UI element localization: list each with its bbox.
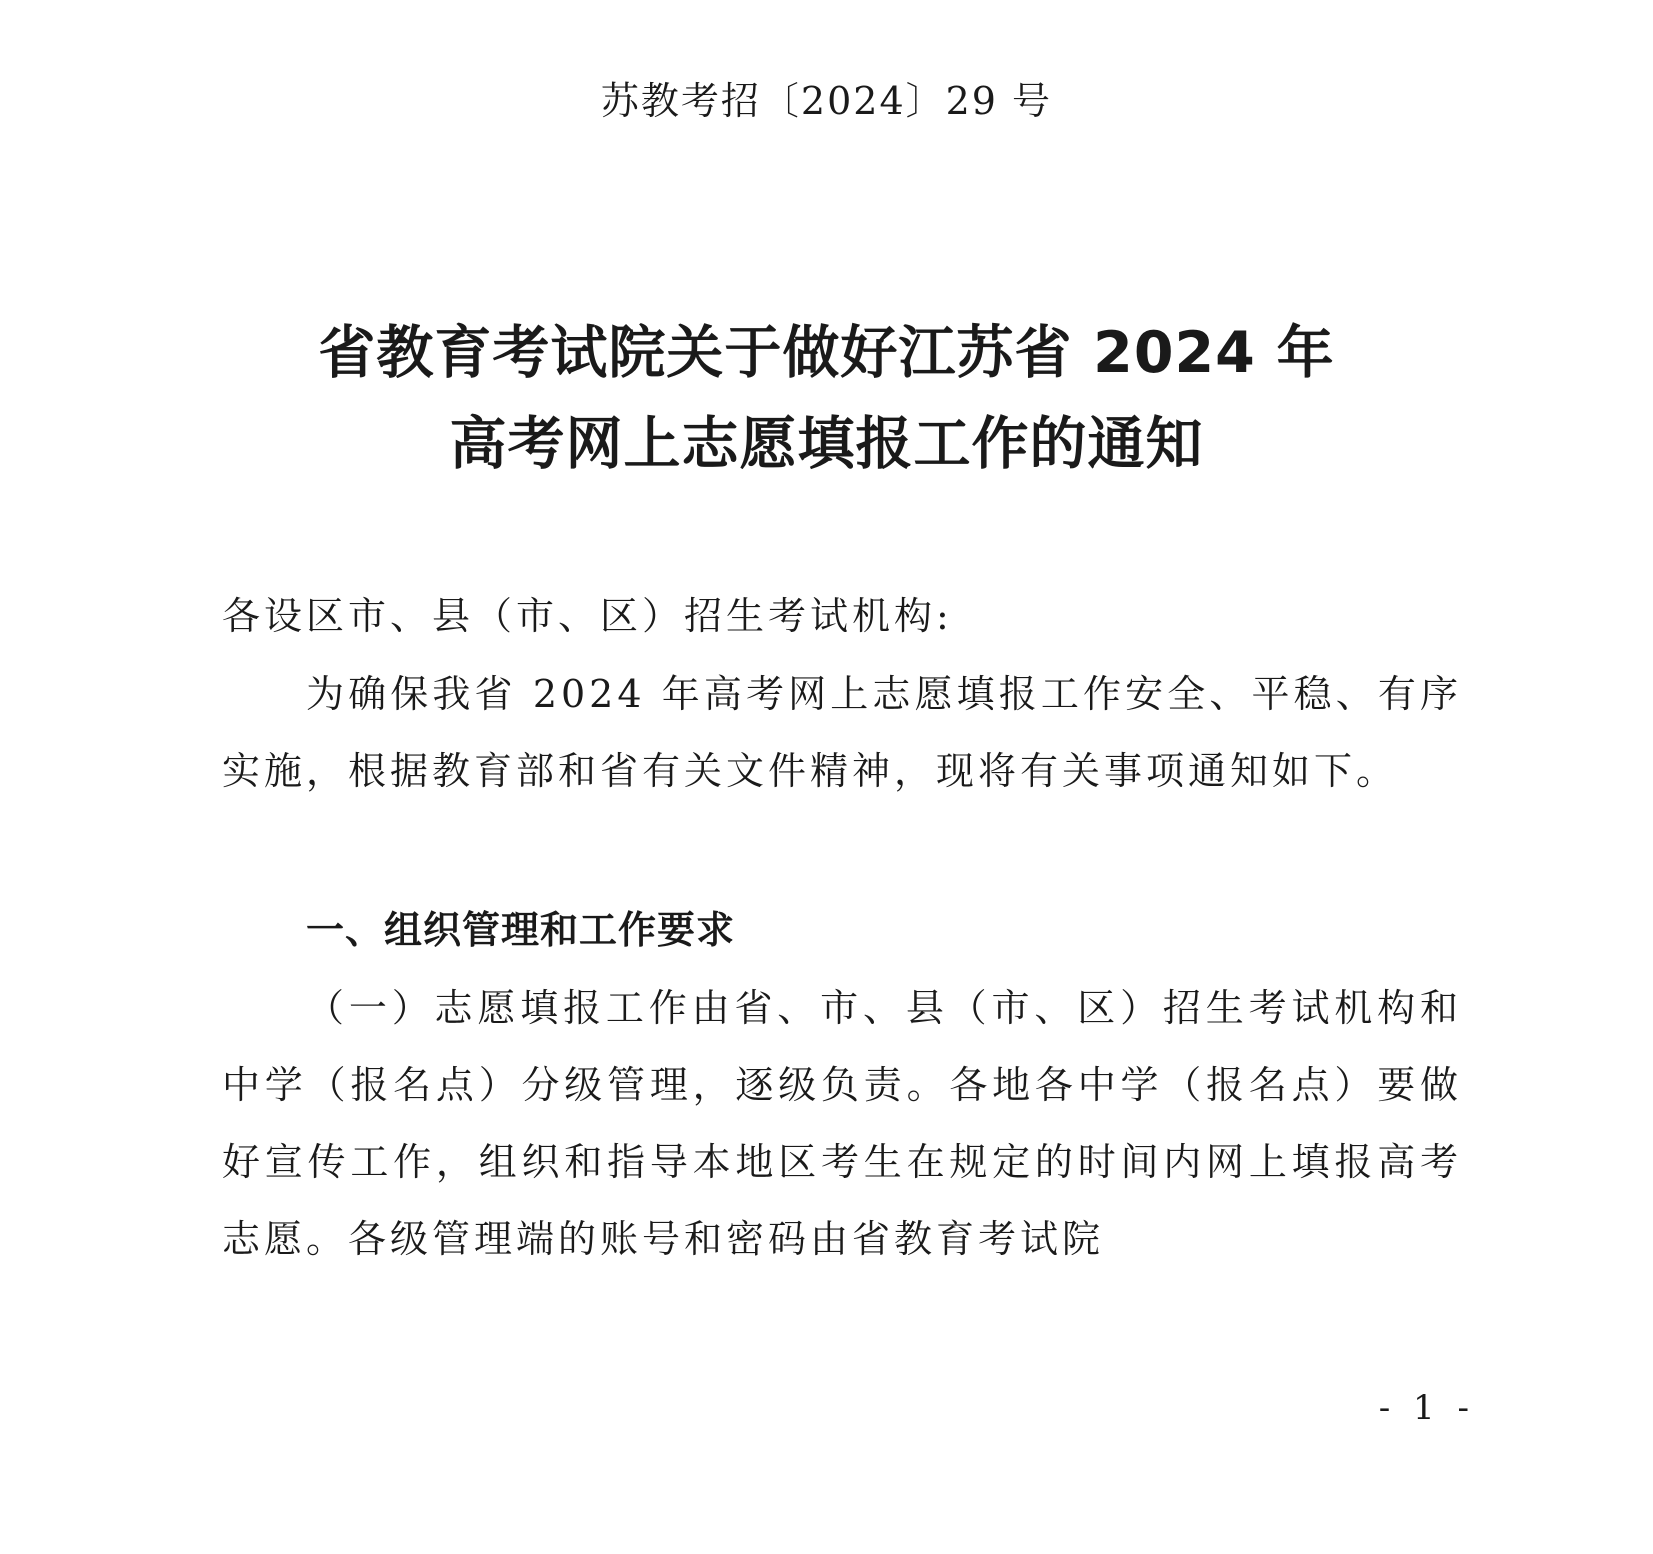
paragraph-2: （一）志愿填报工作由省、市、县（市、区）招生考试机构和中学（报名点）分级管理，逐级负责。各地各中学（报名点）要做好宣传工作，组织和指导本地区考生在规定的时间内网上填报高考志愿。各级管理端的账号和密码由省教育考试院 [222, 986, 1462, 1261]
title-line-1: 省教育考试院关于做好江苏省 2024 年 [318, 320, 1335, 386]
paragraph-1: 为确保我省 2024 年高考网上志愿填报工作安全、平稳、有序实施，根据教育部和省有关文件精神，现将有关事项通知如下。 [222, 672, 1462, 793]
section-heading: 一、组织管理和工作要求 [306, 908, 736, 952]
addressee: 各设区市、县（市、区）招生考试机构: [222, 594, 953, 638]
title-line-2: 高考网上志愿填报工作的通知 [449, 411, 1204, 477]
page-number: - 1 - [1378, 1388, 1475, 1428]
document-number: 苏教考招〔2024〕29 号 [600, 79, 1053, 123]
